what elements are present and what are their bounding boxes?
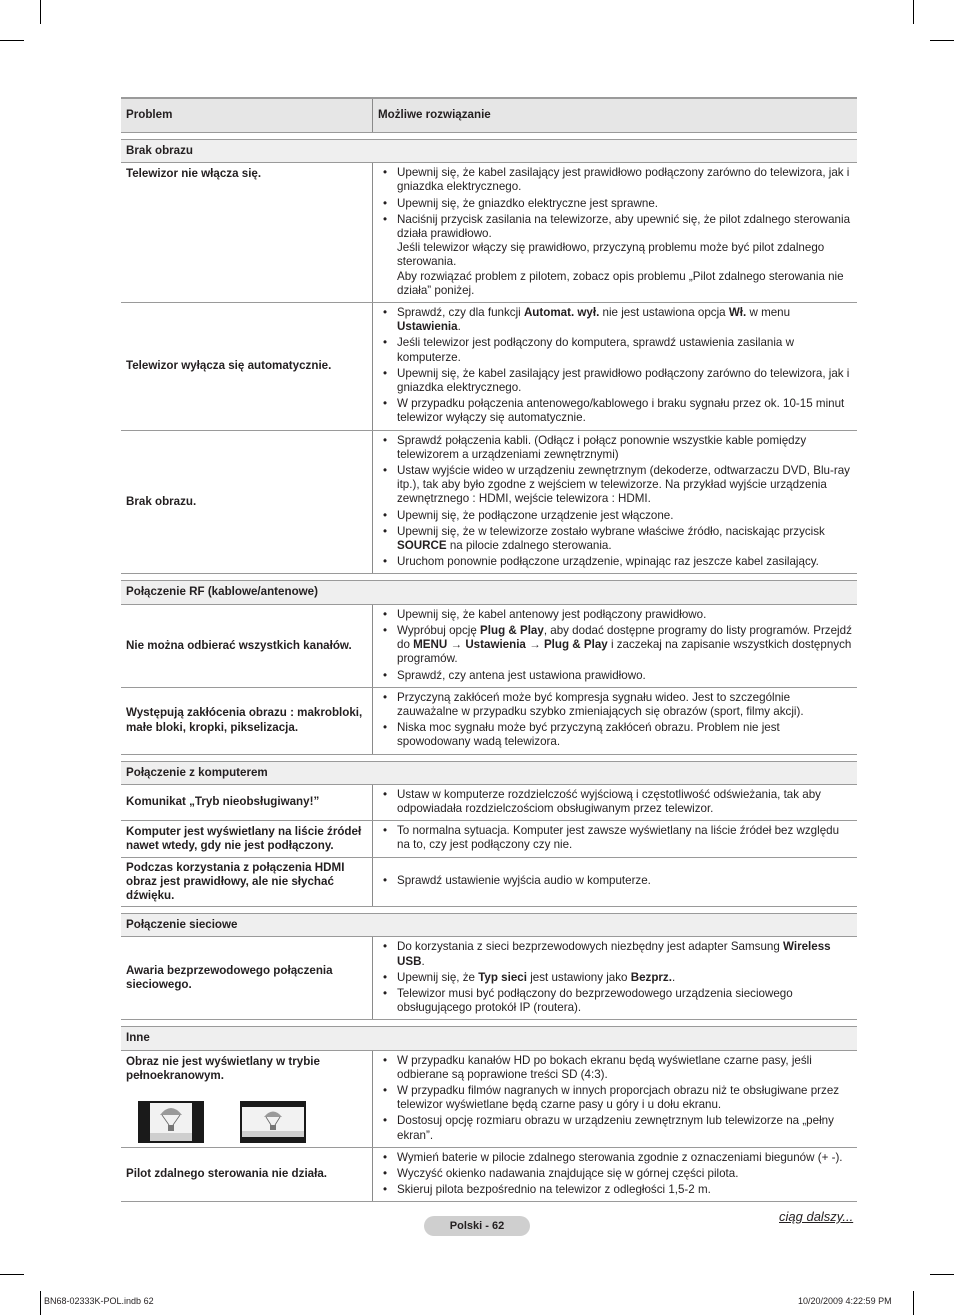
list-item: • Upewnij się, że kabel antenowy jest podłączony prawidłowo.	[378, 608, 853, 622]
problem-cell: Podczas korzystania z połączenia HDMI obraz jest prawidłowy, ale nie słychać dźwięku.	[121, 857, 373, 907]
section-header: Brak obrazu	[121, 140, 857, 163]
solution-cell	[373, 430, 858, 574]
problem-cell: Awaria bezprzewodowego połączenia sieciowego.	[121, 937, 373, 1020]
solution-cell	[373, 604, 858, 687]
table-row	[121, 430, 857, 574]
print-datetime: 10/20/2009 4:22:59 PM	[798, 1296, 892, 1306]
problem-cell: Telewizor wyłącza się automatycznie.	[121, 303, 373, 431]
list-item: • Sprawdź połączenia kabli. (Odłącz i połącz ponownie wszystkie kable pomiędzy telewizorem a urządzeniami zewnętrznymi)	[378, 434, 853, 462]
section-header: Inne	[121, 1027, 857, 1050]
list-item: • Ustaw w komputerze rozdzielczość wyjściową i częstotliwość odświeżania, tak aby odpowiadała rozdzielczościom obsługiwanym przez telewizor.	[378, 788, 853, 816]
crop-mark	[930, 1274, 954, 1275]
list-item: • Upewnij się, że w telewizorze zostało wybrane właściwe źródło, naciskając przycisk SOURCE na pilocie zdalnego sterowania.	[378, 525, 853, 553]
problem-cell: Komputer jest wyświetlany na liście źródeł nawet wtedy, gdy nie jest podłączony.	[121, 821, 373, 857]
list-item: • W przypadku filmów nagranych w innych proporcjach obrazu niż te obsługiwane przez telewizor wyświetlane będą czarne pasy u góry i u dołu ekranu.	[378, 1084, 853, 1112]
table-row	[121, 604, 857, 687]
troubleshooting-table	[121, 97, 857, 1202]
table-row	[121, 687, 857, 754]
problem-text: Obraz nie jest wyświetlany w trybie pełnoekranowym.	[126, 1054, 320, 1082]
list-item: • Uruchom ponownie podłączone urządzenie, wpinając raz jeszcze kabel zasilający.	[378, 555, 853, 569]
list-item: • Do korzystania z sieci bezprzewodowych niezbędny jest adapter Samsung Wireless USB.	[378, 940, 853, 968]
crop-mark	[913, 0, 914, 24]
solution-cell	[373, 1050, 858, 1147]
crop-mark	[0, 40, 24, 41]
list-item: • Przyczyną zakłóceń może być kompresja sygnału wideo. Jest to szczególnie zauważalne w przypadku szybko zmieniających się obrazów (sport, filmy akcji).	[378, 691, 853, 719]
section-header: Połączenie RF (kablowe/antenowe)	[121, 581, 857, 604]
solution-cell	[373, 303, 858, 431]
list-item: • Niska moc sygnału może być przyczyną zakłóceń obrazu. Problem nie jest spowodowany wadą telewizora.	[378, 721, 853, 749]
list-item: • Upewnij się, że gniazdko elektryczne jest sprawne.	[378, 197, 853, 211]
list-item: • Dostosuj opcję rozmiaru obrazu w urządzeniu zewnętrznym lub telewizorze na „pełny ekran”.	[378, 1114, 853, 1142]
list-item: • W przypadku połączenia antenowego/kablowego i braku sygnału przez ok. 10-15 minut telewizor wyłączy się automatycznie.	[378, 397, 853, 425]
table-row	[121, 821, 857, 857]
list-item: • Wyczyść okienko nadawania znajdujące się w górnej części pilota.	[378, 1167, 853, 1181]
list-item: • Ustaw wyjście wideo w urządzeniu zewnętrznym (dekoderze, odtwarzaczu DVD, Blu-ray itp.), tak aby było zgodne z wejściem w telewizorze. Na przykład wyjście urządzenia zewnętrznego : HDMI, wejście telewizora : HDMI.	[378, 464, 853, 507]
list-item: • Sprawdź ustawienie wyjścia audio w komputerze.	[378, 874, 853, 888]
list-item: • Naciśnij przycisk zasilania na telewizorze, aby upewnić się, że pilot zdalnego sterowania działa prawidłowo. Jeśli telewizor włączy się prawidłowo, przyczyną problemu może być pilot zdalnego sterowania. Aby rozwiązać problem z pilotem, zobacz opis problemu „Pilot zdalnego sterowania nie działa” poniżej.	[378, 213, 853, 298]
list-item: • Sprawdź, czy dla funkcji Automat. wył. nie jest ustawiona opcja Wł. w menu Ustawienia.	[378, 306, 853, 334]
problem-cell: Nie można odbierać wszystkich kanałów.	[121, 604, 373, 687]
solution-cell	[373, 1147, 858, 1202]
table-row	[121, 303, 857, 431]
problem-cell: Brak obrazu.	[121, 430, 373, 574]
continued-note: ciąg dalszy...	[779, 1209, 854, 1224]
table-row	[121, 857, 857, 907]
print-file-info: BN68-02333K-POL.indb 62	[44, 1296, 154, 1306]
solution-cell	[373, 857, 858, 907]
section-header: Połączenie z komputerem	[121, 761, 857, 784]
list-item: • To normalna sytuacja. Komputer jest zawsze wyświetlany na liście źródeł bez względu na to, czy jest podłączony czy nie.	[378, 824, 853, 852]
pillarbox-illustration	[138, 1101, 204, 1143]
aspect-illustrations	[126, 1101, 366, 1143]
problem-cell: Pilot zdalnego sterowania nie działa.	[121, 1147, 373, 1202]
list-item: • Sprawdź, czy antena jest ustawiona prawidłowo.	[378, 669, 853, 683]
page-number-badge: Polski - 62	[424, 1216, 530, 1236]
table-row	[121, 1147, 857, 1202]
crop-mark	[930, 40, 954, 41]
list-item: • Upewnij się, że podłączone urządzenie jest włączone.	[378, 509, 853, 523]
list-item: • Wymień baterie w pilocie zdalnego sterowania zgodnie z oznaczeniami biegunów (+ -).	[378, 1151, 853, 1165]
list-item: • Upewnij się, że kabel zasilający jest prawidłowo podłączony zarówno do telewizora, jak i gniazdka elektrycznego.	[378, 166, 853, 194]
crop-mark	[913, 1291, 914, 1315]
problem-cell	[121, 1050, 373, 1147]
section-header: Połączenie sieciowe	[121, 914, 857, 937]
list-item: • Upewnij się, że Typ sieci jest ustawiony jako Bezprz..	[378, 971, 853, 985]
header-solution: Możliwe rozwiązanie	[373, 98, 858, 133]
solution-cell	[373, 937, 858, 1020]
crop-mark	[0, 1274, 24, 1275]
solution-cell	[373, 821, 858, 857]
table-row	[121, 784, 857, 820]
list-item: • Upewnij się, że kabel zasilający jest prawidłowo podłączony zarówno do telewizora, jak i gniazdka elektrycznego.	[378, 367, 853, 395]
letterbox-illustration	[240, 1101, 306, 1143]
problem-cell: Telewizor nie włącza się.	[121, 163, 373, 303]
crop-mark	[40, 1291, 41, 1315]
list-item: • Telewizor musi być podłączony do bezprzewodowego urządzenia sieciowego obsługującego protokół IP (routera).	[378, 987, 853, 1015]
solution-cell	[373, 784, 858, 820]
table-row	[121, 163, 857, 303]
crop-mark	[40, 0, 41, 24]
table-row	[121, 1050, 857, 1147]
header-problem: Problem	[121, 98, 373, 133]
solution-cell	[373, 687, 858, 754]
list-item: • Wypróbuj opcję Plug & Play, aby dodać dostępne programy do listy programów. Przejdź do MENU → Ustawienia → Plug & Play i zaczekaj na zapisanie wszystkich dostępnych programów.	[378, 624, 853, 667]
list-item: • Skieruj pilota bezpośrednio na telewizor z odległości 1,5-2 m.	[378, 1183, 853, 1197]
solution-cell	[373, 163, 858, 303]
list-item: • W przypadku kanałów HD po bokach ekranu będą wyświetlane czarne pasy, jeśli odbierane są poprawione treści SD (4:3).	[378, 1054, 853, 1082]
problem-cell: Występują zakłócenia obrazu : makrobloki, małe bloki, kropki, pikselizacja.	[121, 687, 373, 754]
list-item: • Jeśli telewizor jest podłączony do komputera, sprawdź ustawienia zasilania w komputerze.	[378, 336, 853, 364]
table-header	[121, 98, 857, 133]
table-row	[121, 937, 857, 1020]
problem-cell: Komunikat „Tryb nieobsługiwany!”	[121, 784, 373, 820]
